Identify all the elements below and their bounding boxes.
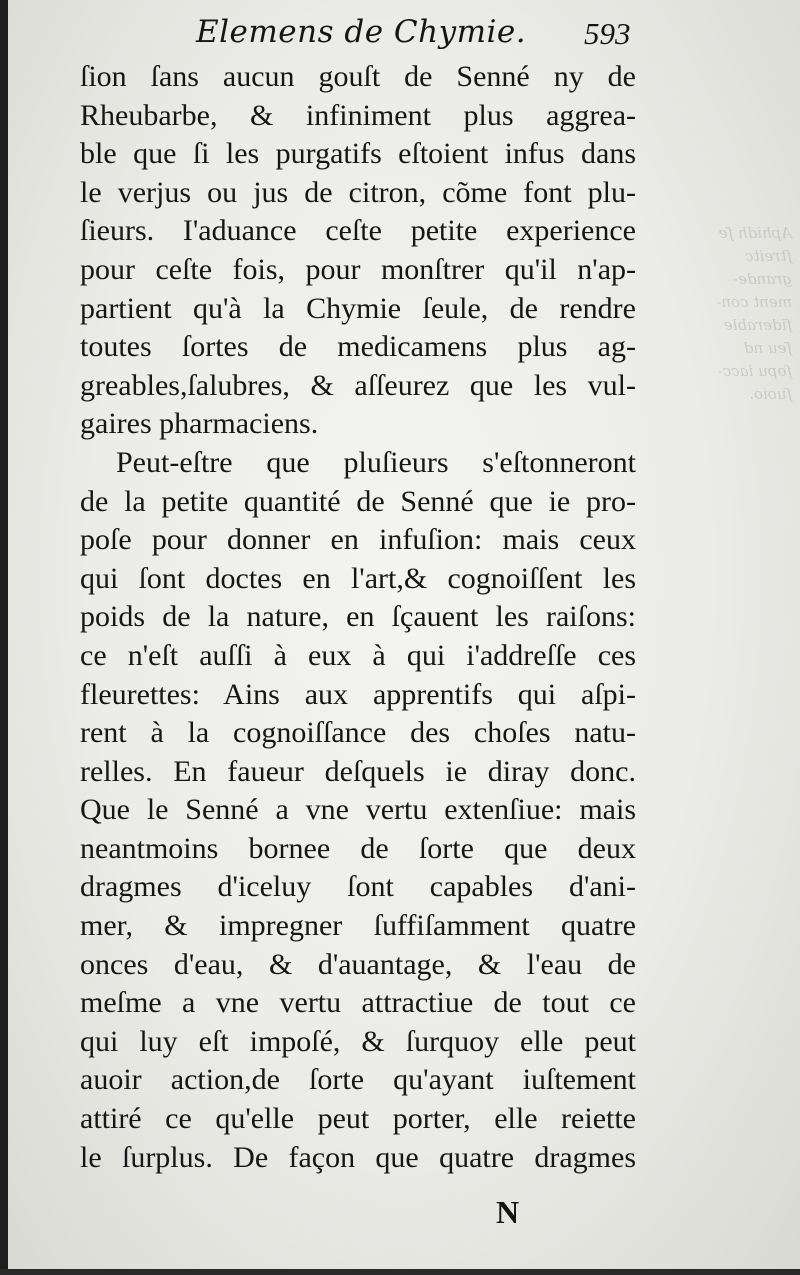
text-line: ſieurs. I'aduance ceſte petite experience [80, 214, 636, 248]
running-title: Elemens de Chymie. [196, 14, 527, 50]
text-line: poids de la nature, en ſçauent les raiſons: [80, 600, 636, 634]
text-line: onces d'eau, & d'auantage, & l'eau de [80, 947, 636, 981]
text-line: ce n'eſt auſſi à eux à qui i'addreſſe ces [80, 638, 636, 672]
text-line: poſe pour donner en infuſion: mais ceux [80, 523, 636, 557]
text-line: ble que ſi les purgatifs eſtoient infus dans [80, 137, 636, 171]
text-line: Que le Senné a vne vertu extenſiue: mais [80, 793, 636, 827]
text-line: ſion ſans aucun gouſt de Senné ny de [80, 60, 636, 93]
text-line: mer, & impregner ſuffiſamment quatre [80, 909, 636, 943]
text-line: rent à la cognoiſſance des choſes natu- [80, 716, 636, 750]
text-line: partient qu'à la Chymie ſeule, de rendre [80, 291, 636, 325]
page-number: 593 [584, 16, 631, 51]
text-line: Rheubarbe, & infiniment plus aggrea- [80, 98, 636, 132]
body-text-block [80, 58, 636, 1177]
text-line: greables,ſalubres, & aſſeurez que les vul- [80, 368, 636, 402]
text-line: le verjus ou jus de citron, cõme font plu- [80, 175, 636, 209]
text-line: qui ſont doctes en l'art,& cognoiſſent les [80, 561, 636, 595]
paragraph-first-line: Peut-eſtre que pluſieurs s'eſtonneront [116, 445, 636, 479]
page-left-edge-shadow [0, 0, 8, 1275]
text-line: fleurettes: Ains aux apprentifs qui aſpi- [80, 677, 636, 711]
text-line: meſme a vne vertu attractiue de tout ce [80, 986, 636, 1020]
text-line: pour ceſte fois, pour monſtrer qu'il n'ap- [80, 252, 636, 286]
text-line: neantmoins bornee de ſorte que deux [80, 831, 636, 865]
text-line: toutes ſortes de medicamens plus ag- [80, 330, 636, 364]
bleed-through-marginalia: Aphidh ſe ſtreitc grande- ment con- ſiderable ſeu nd ſopu iacc- ſuoio. [716, 224, 792, 403]
page-bottom-edge-shadow [0, 1269, 800, 1275]
text-line: le ſurplus. De façon que quatre dragmes [80, 1140, 636, 1174]
paragraph-last-line: gaires pharmaciens. [80, 407, 319, 441]
signature-mark: N [496, 1194, 520, 1230]
text-line: qui luy eſt impoſé, & ſurquoy elle peut [80, 1024, 636, 1058]
text-line: de la petite quantité de Senné que ie pro- [80, 484, 636, 518]
text-line: auoir action,de ſorte qu'ayant iuſtement [80, 1063, 636, 1097]
text-line: relles. En faueur deſquels ie diray donc. [80, 754, 636, 788]
text-line: dragmes d'iceluy ſont capables d'ani- [80, 870, 636, 904]
text-line: attiré ce qu'elle peut porter, elle reiette [80, 1102, 636, 1136]
